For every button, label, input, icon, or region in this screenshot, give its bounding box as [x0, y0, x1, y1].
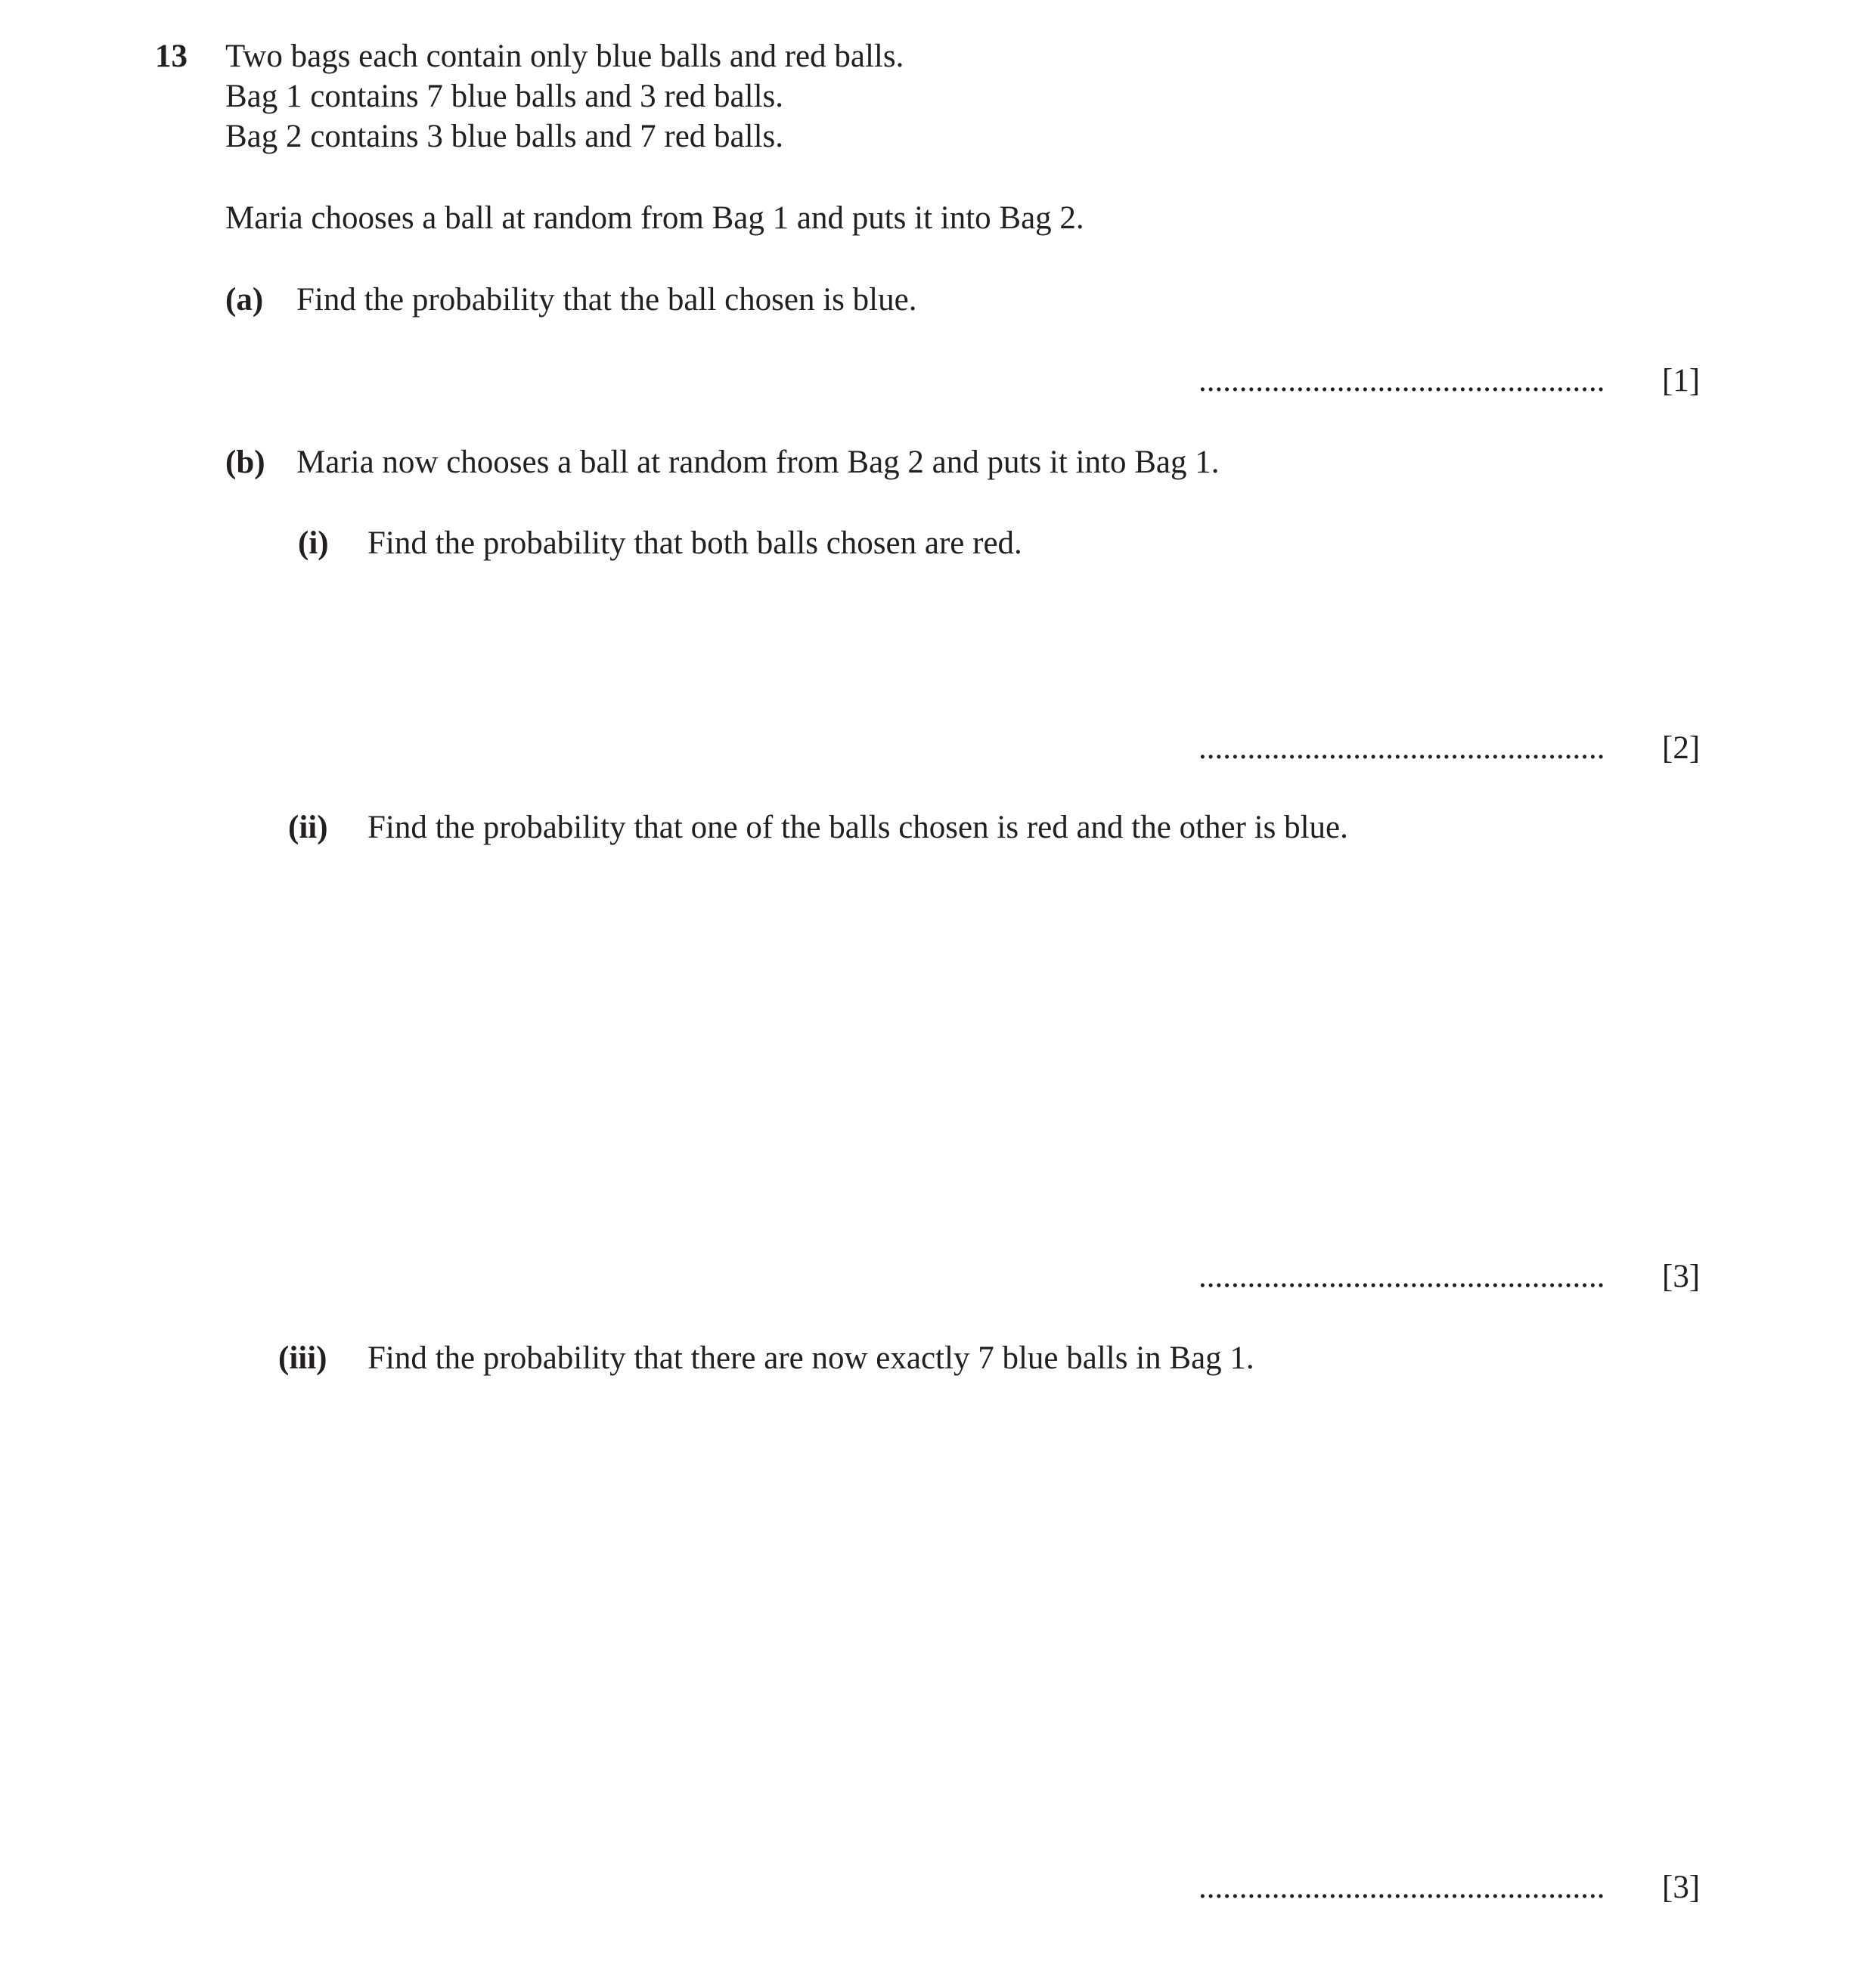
intro-line-2: Bag 1 contains 7 blue balls and 3 red balls.	[225, 79, 784, 114]
part-b-iii-text: Find the probability that there are now exactly 7 blue balls in Bag 1.	[367, 1340, 1254, 1376]
part-a-label: (a)	[225, 282, 264, 318]
part-a-answer-line[interactable]: ..................................................	[1198, 363, 1605, 398]
part-b-iii-answer-line[interactable]: ..................................................	[1198, 1870, 1605, 1905]
question-number: 13	[155, 39, 188, 74]
part-a-text: Find the probability that the ball chosen is blue.	[296, 282, 917, 318]
part-b-iii-label: (iii)	[278, 1340, 327, 1376]
intro-line-1: Two bags each contain only blue balls and red balls.	[225, 39, 904, 74]
part-a-marks: [1]	[1662, 363, 1701, 398]
part-b-ii-text: Find the probability that one of the balls chosen is red and the other is blue.	[367, 810, 1348, 845]
part-b-i-marks: [2]	[1662, 730, 1701, 766]
part-b-label: (b)	[225, 445, 265, 480]
part-b-text: Maria now chooses a ball at random from Bag 2 and puts it into Bag 1.	[296, 445, 1220, 480]
intro-line-3: Bag 2 contains 3 blue balls and 7 red balls.	[225, 119, 784, 154]
setup-text: Maria chooses a ball at random from Bag 1 and puts it into Bag 2.	[225, 200, 1084, 236]
part-b-i-label: (i)	[298, 525, 329, 561]
part-b-i-answer-line[interactable]: ..................................................	[1198, 730, 1605, 766]
part-b-ii-marks: [3]	[1662, 1259, 1701, 1294]
part-b-ii-label: (ii)	[288, 810, 328, 845]
part-b-iii-marks: [3]	[1662, 1870, 1701, 1905]
part-b-ii-answer-line[interactable]: ..................................................	[1198, 1259, 1605, 1294]
part-b-i-text: Find the probability that both balls chosen are red.	[367, 525, 1022, 561]
